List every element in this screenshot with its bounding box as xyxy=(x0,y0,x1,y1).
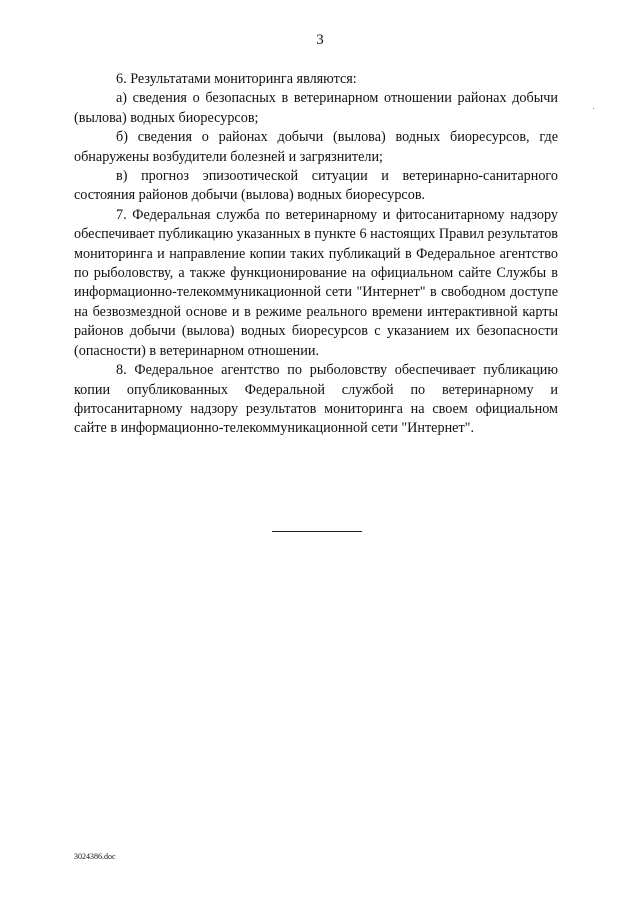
paragraph-7: 7. Федеральная служба по ветеринарному и фитосанитарному надзору обеспечивает публикацию указанных в пункте 6 настоящих Правил результатов мониторинга и направление копии таких публикаций в Федеральное агентство по рыболовству, а также функционирование на официальном сайте Службы в информационно-телекоммуникационной сети "Интернет" в свободном доступе на безвозмездной основе и в режиме реального времени интерактивной карты районов добычи (вылова) водных биоресурсов с указанием их безопасности (опасности) в ветеринарном отношении. xyxy=(74,206,558,359)
paragraph-6c: в) прогноз эпизоотической ситуации и ветеринарно-санитарного состояния районов добычи (вылова) водных биоресурсов. xyxy=(74,168,558,204)
page-number: 3 xyxy=(316,32,324,48)
paragraph-6b: б) сведения о районах добычи (вылова) водных биоресурсов, где обнаружены возбудители болезней и загрязнители; xyxy=(74,129,558,165)
paragraph-6: 6. Результатами мониторинга являются: xyxy=(116,71,357,87)
scan-dot xyxy=(593,108,594,109)
document-body xyxy=(74,70,558,439)
separator-line xyxy=(272,531,362,532)
paragraph-6a: а) сведения о безопасных в ветеринарном отношении районах добычи (вылова) водных биоресурсов; xyxy=(74,90,558,126)
footer-filename: 3024386.doc xyxy=(74,852,116,861)
paragraph-8: 8. Федеральное агентство по рыболовству обеспечивает публикацию копии опубликованных Федеральной службой по ветеринарному и фитосанитарному надзору результатов мониторинга на своем официальном сайте в информационно-телекоммуникационной сети "Интернет". xyxy=(74,362,558,437)
